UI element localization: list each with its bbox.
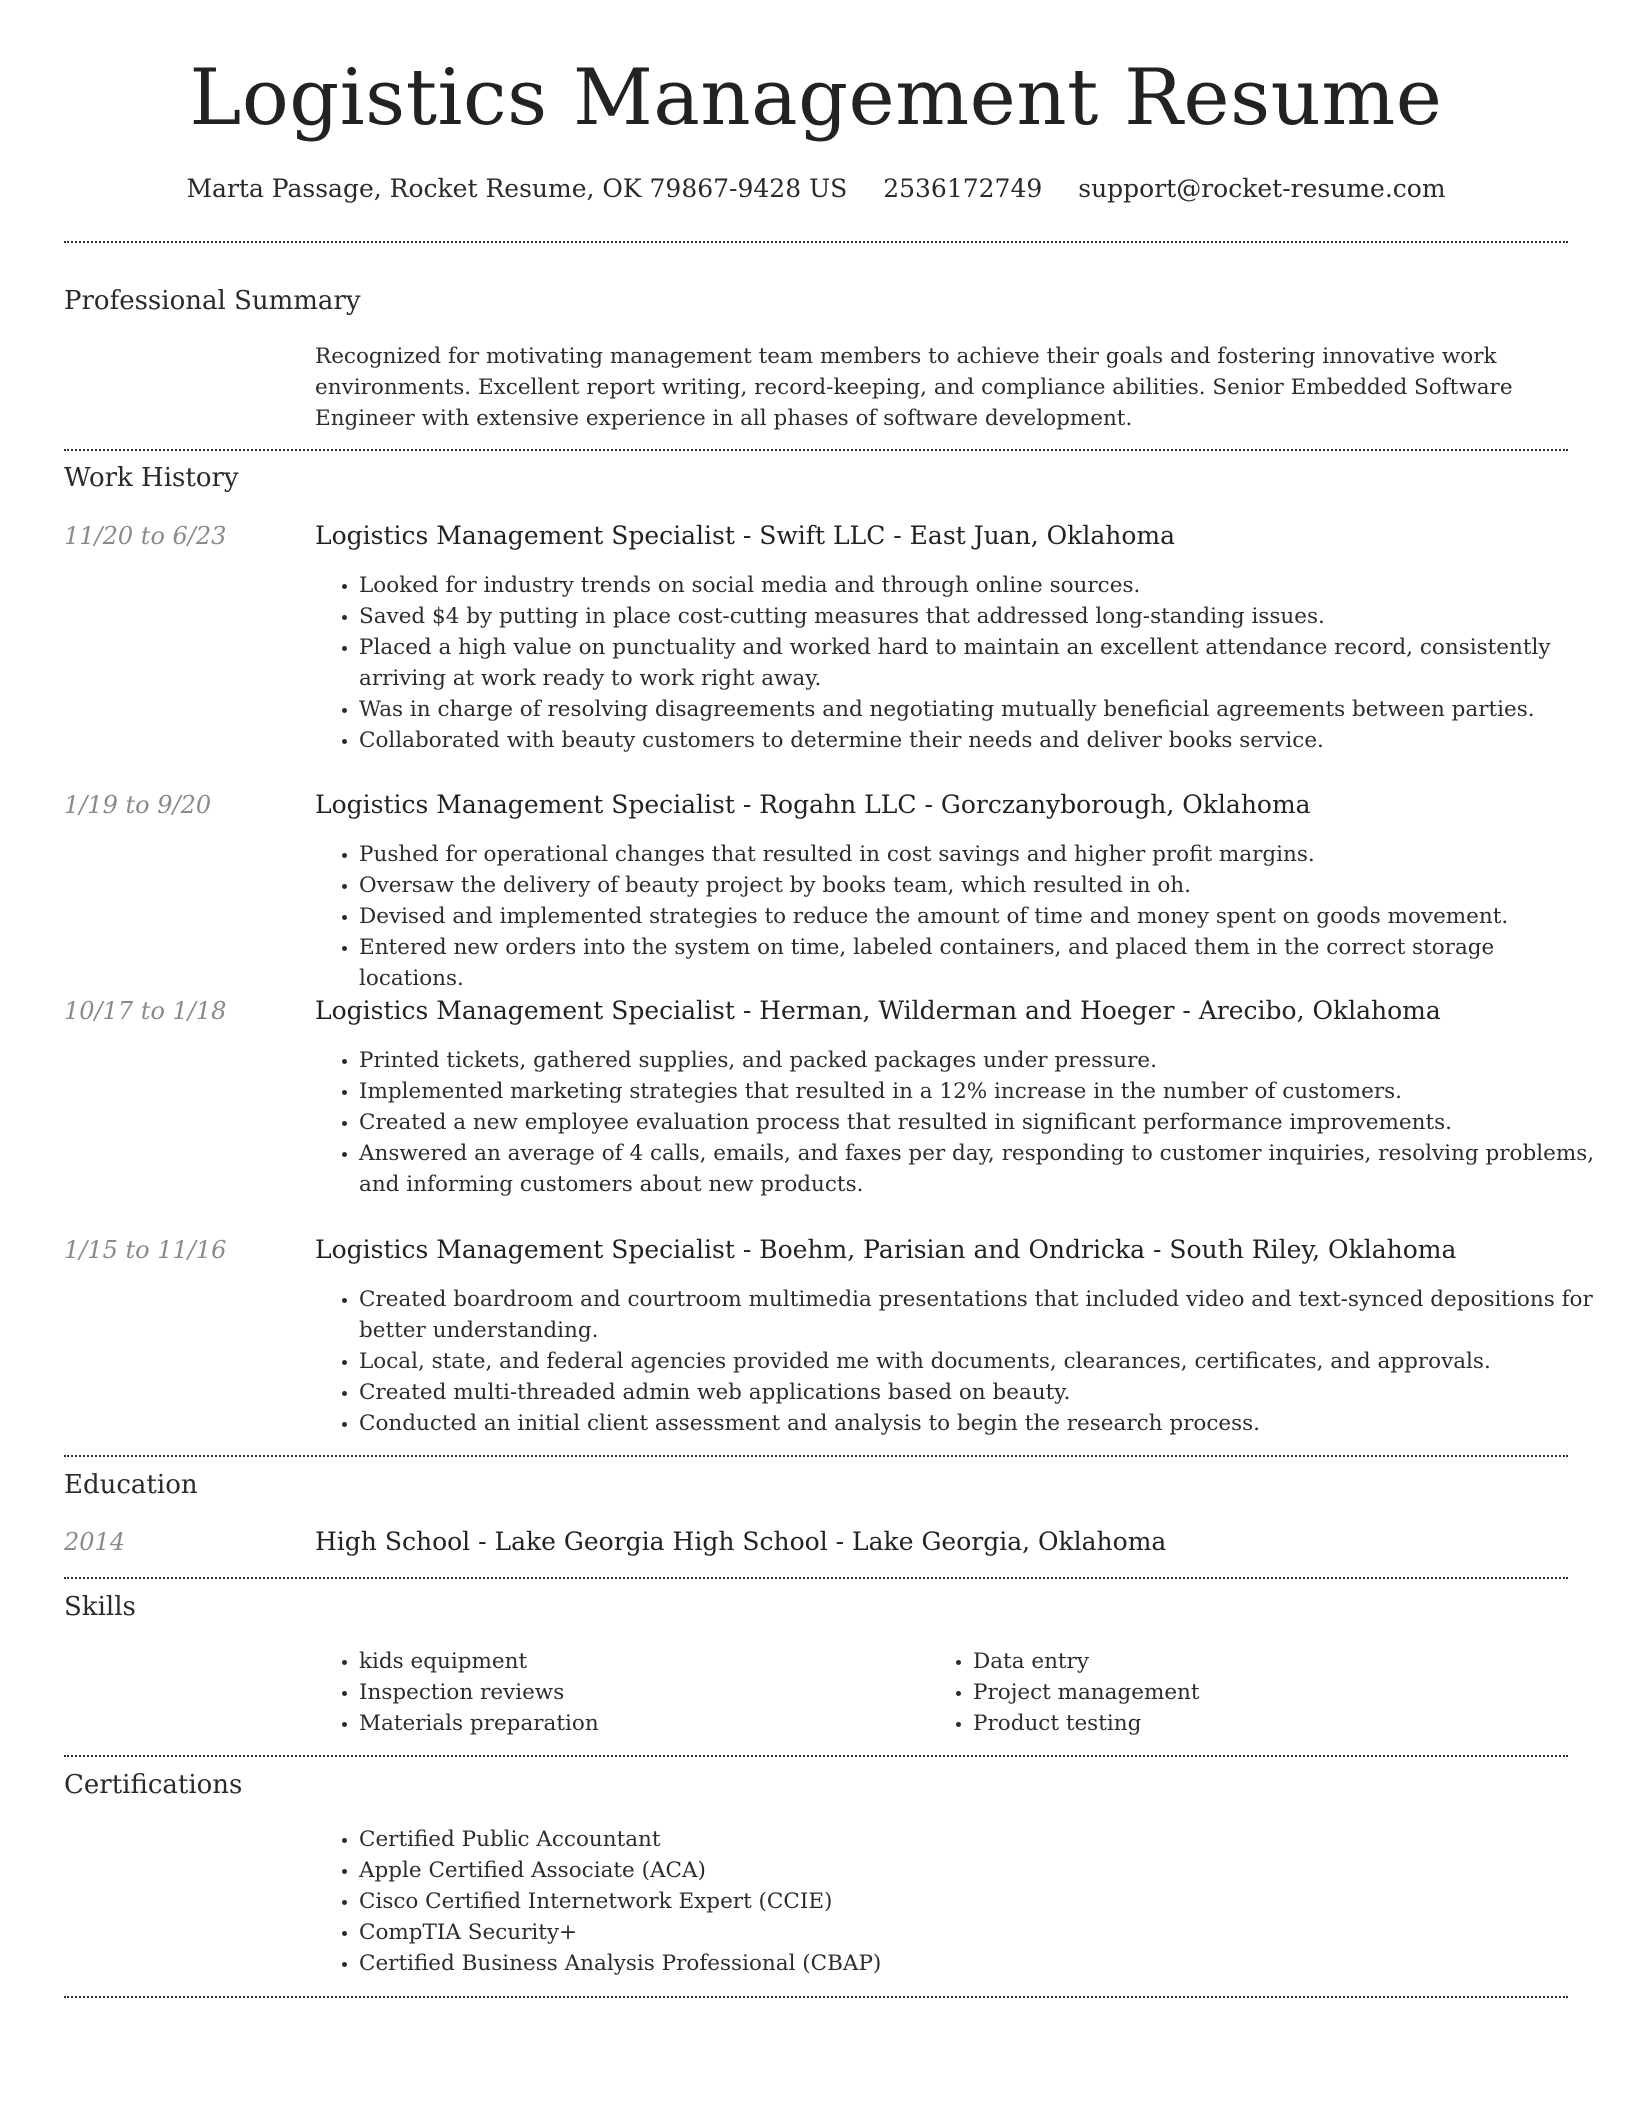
- job-bullet: • Created a new employee evaluation process that resulted in significant performance improvements.: [359, 1107, 1604, 1138]
- section-heading-summary: Professional Summary: [64, 286, 361, 316]
- job-title: Logistics Management Specialist - Boehm, Parisian and Ondricka - South Riley, Oklahoma: [315, 1235, 1457, 1264]
- divider: [64, 1455, 1568, 1457]
- skill-item: • Product testing: [973, 1708, 1573, 1739]
- job-bullet: • Implemented marketing strategies that resulted in a 12% increase in the number of customers.: [359, 1076, 1604, 1107]
- job-bullet-list: [315, 839, 1604, 994]
- skill-item: • kids equipment: [359, 1646, 959, 1677]
- certification-item: • CompTIA Security+: [359, 1917, 1604, 1948]
- skills-list-right: [929, 1646, 1573, 1739]
- job-bullet: • Pushed for operational changes that resulted in cost savings and higher profit margins.: [359, 839, 1604, 870]
- contact-phone: 2536172749: [883, 174, 1043, 203]
- divider: [64, 1755, 1568, 1757]
- contact-line: [64, 172, 1568, 206]
- resume-title: Logistics Management Resume: [189, 53, 1443, 143]
- summary-text: Recognized for motivating management team members to achieve their goals and fostering innovative work environments. Excellent report writing, record-keeping, and compliance abilities. Senior Embedded Software Engineer with extensive experience in all phases of software development.: [315, 344, 1513, 431]
- job-bullet: • Devised and implemented strategies to reduce the amount of time and money spent on goods movement.: [359, 901, 1604, 932]
- job-title: Logistics Management Specialist - Rogahn LLC - Gorczanyborough, Oklahoma: [315, 790, 1311, 819]
- divider: [64, 1577, 1568, 1579]
- education-entry: High School - Lake Georgia High School - Lake Georgia, Oklahoma: [315, 1527, 1167, 1556]
- job-bullet: • Answered an average of 4 calls, emails, and faxes per day, responding to customer inquiries, resolving problems, and informing customers about new products.: [359, 1138, 1604, 1200]
- certification-item: • Certified Public Accountant: [359, 1824, 1604, 1855]
- section-heading-education: Education: [64, 1470, 198, 1500]
- job-bullet: • Collaborated with beauty customers to determine their needs and deliver books service.: [359, 725, 1604, 756]
- job-bullet: • Saved $4 by putting in place cost-cutting measures that addressed long-standing issues.: [359, 601, 1604, 632]
- education-year: 2014: [64, 1528, 126, 1556]
- certifications-list: [315, 1824, 1604, 1979]
- job-bullet: • Entered new orders into the system on time, labeled containers, and placed them in the correct storage locations.: [359, 932, 1604, 994]
- section-heading-skills: Skills: [64, 1592, 136, 1622]
- job-bullet: • Was in charge of resolving disagreements and negotiating mutually beneficial agreements between parties.: [359, 694, 1604, 725]
- job-dates: 1/15 to 11/16: [64, 1236, 227, 1264]
- divider: [64, 449, 1568, 451]
- job-bullet: • Oversaw the delivery of beauty project by books team, which resulted in oh.: [359, 870, 1604, 901]
- job-bullet-list: [315, 570, 1604, 756]
- job-bullet: • Printed tickets, gathered supplies, and packed packages under pressure.: [359, 1045, 1604, 1076]
- job-dates: 10/17 to 1/18: [64, 997, 227, 1025]
- job-dates: 11/20 to 6/23: [64, 522, 227, 550]
- section-heading-work-history: Work History: [64, 463, 239, 493]
- job-bullet: • Looked for industry trends on social media and through online sources.: [359, 570, 1604, 601]
- job-bullet: • Local, state, and federal agencies provided me with documents, clearances, certificates, and approvals.: [359, 1346, 1604, 1377]
- divider: [64, 241, 1568, 243]
- job-bullet: • Created boardroom and courtroom multimedia presentations that included video and text-synced depositions for better understanding.: [359, 1284, 1604, 1346]
- job-dates: 1/19 to 9/20: [64, 791, 212, 819]
- skill-item: • Materials preparation: [359, 1708, 959, 1739]
- job-bullet-list: [315, 1284, 1604, 1439]
- divider: [64, 1996, 1568, 1998]
- skill-item: • Inspection reviews: [359, 1677, 959, 1708]
- contact-email: support@rocket-resume.com: [1078, 174, 1446, 203]
- certification-item: • Certified Business Analysis Professional (CBAP): [359, 1948, 1604, 1979]
- job-bullet-list: [315, 1045, 1604, 1200]
- skills-list-left: [315, 1646, 959, 1739]
- contact-address: Marta Passage, Rocket Resume, OK 79867-9428 US: [186, 174, 848, 203]
- job-title: Logistics Management Specialist - Herman, Wilderman and Hoeger - Arecibo, Oklahoma: [315, 996, 1441, 1025]
- job-bullet: • Placed a high value on punctuality and worked hard to maintain an excellent attendance record, consistently arriving at work ready to work right away.: [359, 632, 1604, 694]
- skill-item: • Project management: [973, 1677, 1573, 1708]
- section-heading-certifications: Certifications: [64, 1770, 243, 1800]
- certification-item: • Apple Certified Associate (ACA): [359, 1855, 1604, 1886]
- job-bullet: • Created multi-threaded admin web applications based on beauty.: [359, 1377, 1604, 1408]
- job-title: Logistics Management Specialist - Swift LLC - East Juan, Oklahoma: [315, 521, 1175, 550]
- certification-item: • Cisco Certified Internetwork Expert (CCIE): [359, 1886, 1604, 1917]
- skill-item: • Data entry: [973, 1646, 1573, 1677]
- job-bullet: • Conducted an initial client assessment and analysis to begin the research process.: [359, 1408, 1604, 1439]
